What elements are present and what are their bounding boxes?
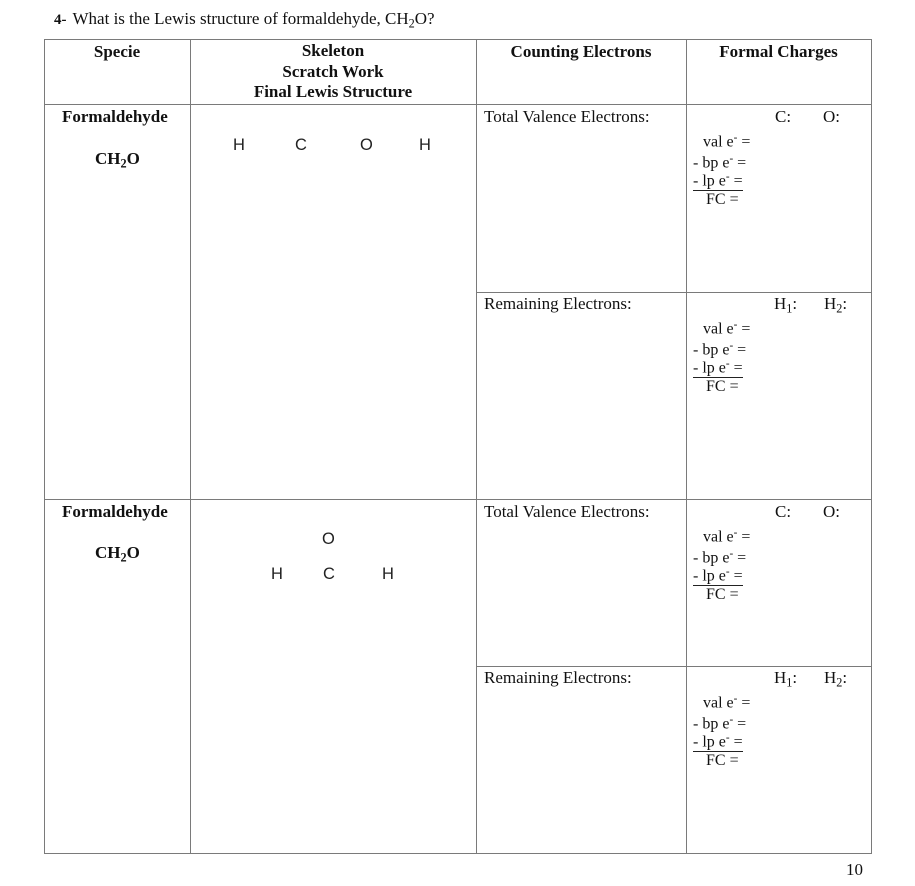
atom-o: O (322, 530, 335, 548)
specie-formula: $CH_2O$ (95, 543, 140, 565)
fc-calculation: val e- = - bp e- = - lp e- = FC = (693, 132, 751, 208)
fc-calculation: val e- = - bp e- = - lp e- = FC = (693, 693, 751, 769)
fc-label-o: O: (823, 107, 840, 126)
header-formal-charges: Formal Charges (719, 42, 838, 61)
fc-label-c: C: (775, 502, 792, 521)
fc-label-c: C: (775, 107, 792, 126)
atom-h: H (233, 136, 245, 154)
fc-label-h1: $H_1$: (774, 294, 798, 316)
atom-h: H (382, 565, 394, 583)
specie-formula: $CH_2O$ (95, 149, 140, 171)
fc-label-h2: $H_2$: (824, 668, 848, 690)
fc-calculation: val e- = - bp e- = - lp e- = FC = (693, 527, 751, 603)
total-valence-label: Total Valence Electrons: (484, 107, 650, 126)
page-number: 10 (846, 860, 863, 879)
header-specie: Specie (93, 42, 141, 61)
fc-calculation: val e- = - bp e- = - lp e- = FC = (693, 319, 751, 395)
fc-label-h2: $H_2$: (824, 294, 848, 316)
fc-label-o: O: (823, 502, 840, 521)
question-number: 4- (54, 12, 67, 28)
fc-label-h1: $H_1$: (774, 668, 798, 690)
remaining-electrons-label: Remaining Electrons: (484, 668, 632, 687)
atom-h: H (419, 136, 431, 154)
atom-o: O (360, 136, 373, 154)
atom-c: C (295, 136, 307, 154)
header-counting-electrons: Counting Electrons (510, 42, 652, 61)
specie-name: Formaldehyde (62, 502, 168, 521)
question-text: 4- What is the Lewis structure of formaldehyde, $CH_2O$? (54, 9, 435, 31)
total-valence-label: Total Valence Electrons: (484, 502, 650, 521)
atom-c: C (323, 565, 335, 583)
remaining-electrons-label: Remaining Electrons: (484, 294, 632, 313)
atom-h: H (271, 565, 283, 583)
specie-name: Formaldehyde (62, 107, 168, 126)
header-skeleton: Skeleton Scratch Work Final Lewis Structure (253, 41, 413, 101)
